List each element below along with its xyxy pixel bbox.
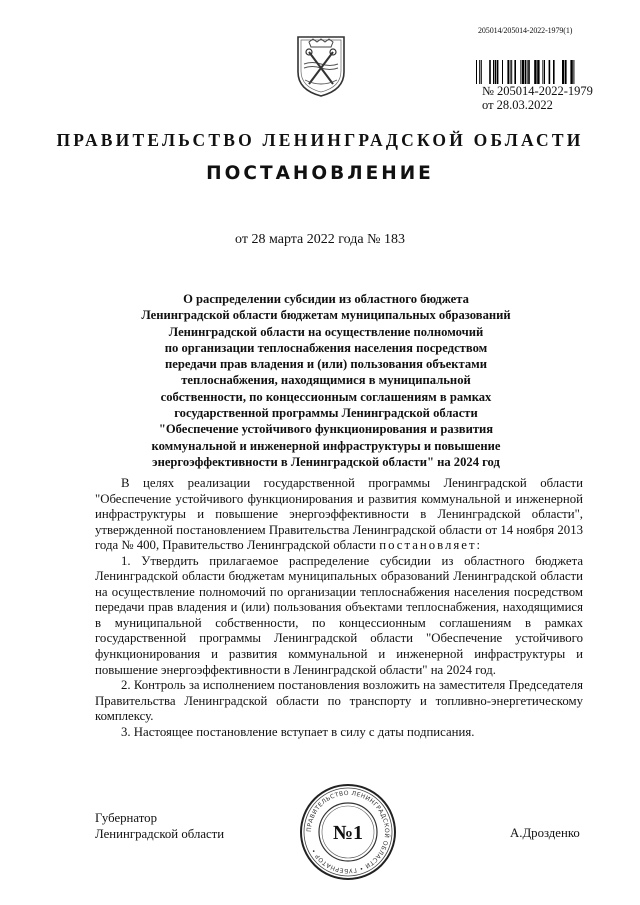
document-date-number: от 28 марта 2022 года № 183: [235, 232, 405, 247]
document-body: [95, 476, 583, 740]
signer-position-line: Ленинградской области: [95, 827, 225, 841]
barcode-bar: [514, 60, 516, 84]
title-line: "Обеспечение устойчивого функционирования и развития: [158, 422, 494, 437]
barcode-bar: [527, 60, 528, 84]
barcode-bar: [573, 60, 574, 84]
barcode-bar: [489, 60, 491, 84]
official-seal-stamp: [298, 782, 398, 882]
document-type: ПОСТАНОВЛЕНИЕ: [206, 163, 434, 184]
barcode-bar: [476, 60, 477, 84]
barcode-bar: [544, 60, 545, 84]
title-line: собственности, по концессионным соглашениям в рамках: [160, 389, 492, 404]
barcode-bar: [525, 60, 526, 84]
title-line: коммунальной и инженерной инфраструктуры и повышение: [151, 438, 501, 453]
barcode-bar: [497, 60, 499, 84]
intro-paragraph: [95, 476, 583, 554]
intro-text: В целях реализации государственной программы Ленинградской области "Обеспечение устойчивого функционирования и развития коммунальной и инженерной инфраструктуры и повышение энергоэффективности в Ленинградской области", утвержденной постановлением Правительства Ленинградской области от 14 ноября 2013 года № 400, Правительство Ленинградской области: [95, 476, 583, 553]
barcode-bar: [537, 60, 539, 84]
barcode-bar: [481, 60, 482, 84]
title-line: государственной программы Ленинградской области: [174, 406, 478, 421]
barcode-bar: [479, 60, 480, 84]
barcode-bar: [553, 60, 555, 84]
coat-of-arms-icon: [295, 34, 347, 98]
barcode-bar: [510, 60, 511, 84]
signer-position: [95, 810, 224, 842]
item-paragraph: 3. Настоящее постановление вступает в силу с даты подписания.: [121, 724, 475, 739]
barcode-bar: [502, 60, 503, 84]
svg-text:ПРАВИТЕЛЬСТВО ЛЕНИНГРАДСКОЙ ОБ: ПРАВИТЕЛЬСТВО ЛЕНИНГРАДСКОЙ ОБЛАСТИ • ГУБЕРНАТОР •: [305, 789, 391, 875]
decree-word: постановляет:: [379, 538, 483, 553]
signer-name: А.Дрозденко: [510, 826, 580, 840]
svg-text:№1: №1: [332, 822, 364, 844]
registration-number: № 205014-2022-1979: [482, 84, 593, 98]
item-paragraph: 1. Утвердить прилагаемое распределение субсидии из областного бюджета Ленинградской области бюджетам муниципальных образований Ленинградской области на осуществление полномочий по организации теплоснабжения населения посредством передачи прав владения и (или) пользования объектами теплоснабжения, находящимися в муниципальной собственности, по концессионным соглашениям в рамках государственной программы Ленинградской области "Обеспечение устойчивого функционирования и развития коммунальной и инженерной инфраструктуры и повышение энергоэффективности в Ленинградской области" на 2024 год.: [95, 553, 583, 677]
barcode-bar: [570, 60, 572, 84]
barcode-bar: [507, 60, 509, 84]
barcode-bar: [565, 60, 567, 84]
barcode-bar: [493, 60, 494, 84]
document-title: [96, 291, 556, 470]
barcode-bar: [562, 60, 564, 84]
barcode-bar: [511, 60, 512, 84]
title-line: теплоснабжения, находящимися в муниципальной: [181, 373, 471, 388]
document-code: 205014/205014-2022-1979(1): [478, 26, 573, 35]
barcode-bar: [520, 60, 521, 84]
barcode-bar: [549, 60, 551, 84]
title-line: энергоэффективности в Ленинградской области" на 2024 год: [152, 454, 500, 469]
item-paragraph: 2. Контроль за исполнением постановления возложить на заместителя Председателя Правительства Ленинградской области по транспорту и топливно-энергетическому комплексу.: [95, 678, 583, 724]
title-line: передачи прав владения и (или) пользования объектами: [165, 357, 487, 372]
government-name: ПРАВИТЕЛЬСТВО ЛЕНИНГРАДСКОЙ ОБЛАСТИ: [56, 130, 584, 150]
title-line: О распределении субсидии из областного бюджета: [183, 292, 469, 306]
barcode-bar: [495, 60, 497, 84]
barcode: [476, 60, 580, 84]
title-line: по организации теплоснабжения населения посредством: [164, 340, 488, 355]
barcode-bar: [528, 60, 530, 84]
barcode-bar: [522, 60, 524, 84]
registration-date: от 28.03.2022: [482, 98, 553, 112]
signer-position-line: Губернатор: [95, 811, 157, 825]
barcode-bar: [534, 60, 536, 84]
title-line: Ленинградской области бюджетам муниципальных образований: [141, 308, 511, 323]
barcode-bar: [542, 60, 543, 84]
title-line: Ленинградской области на осуществление полномочий: [168, 324, 484, 339]
